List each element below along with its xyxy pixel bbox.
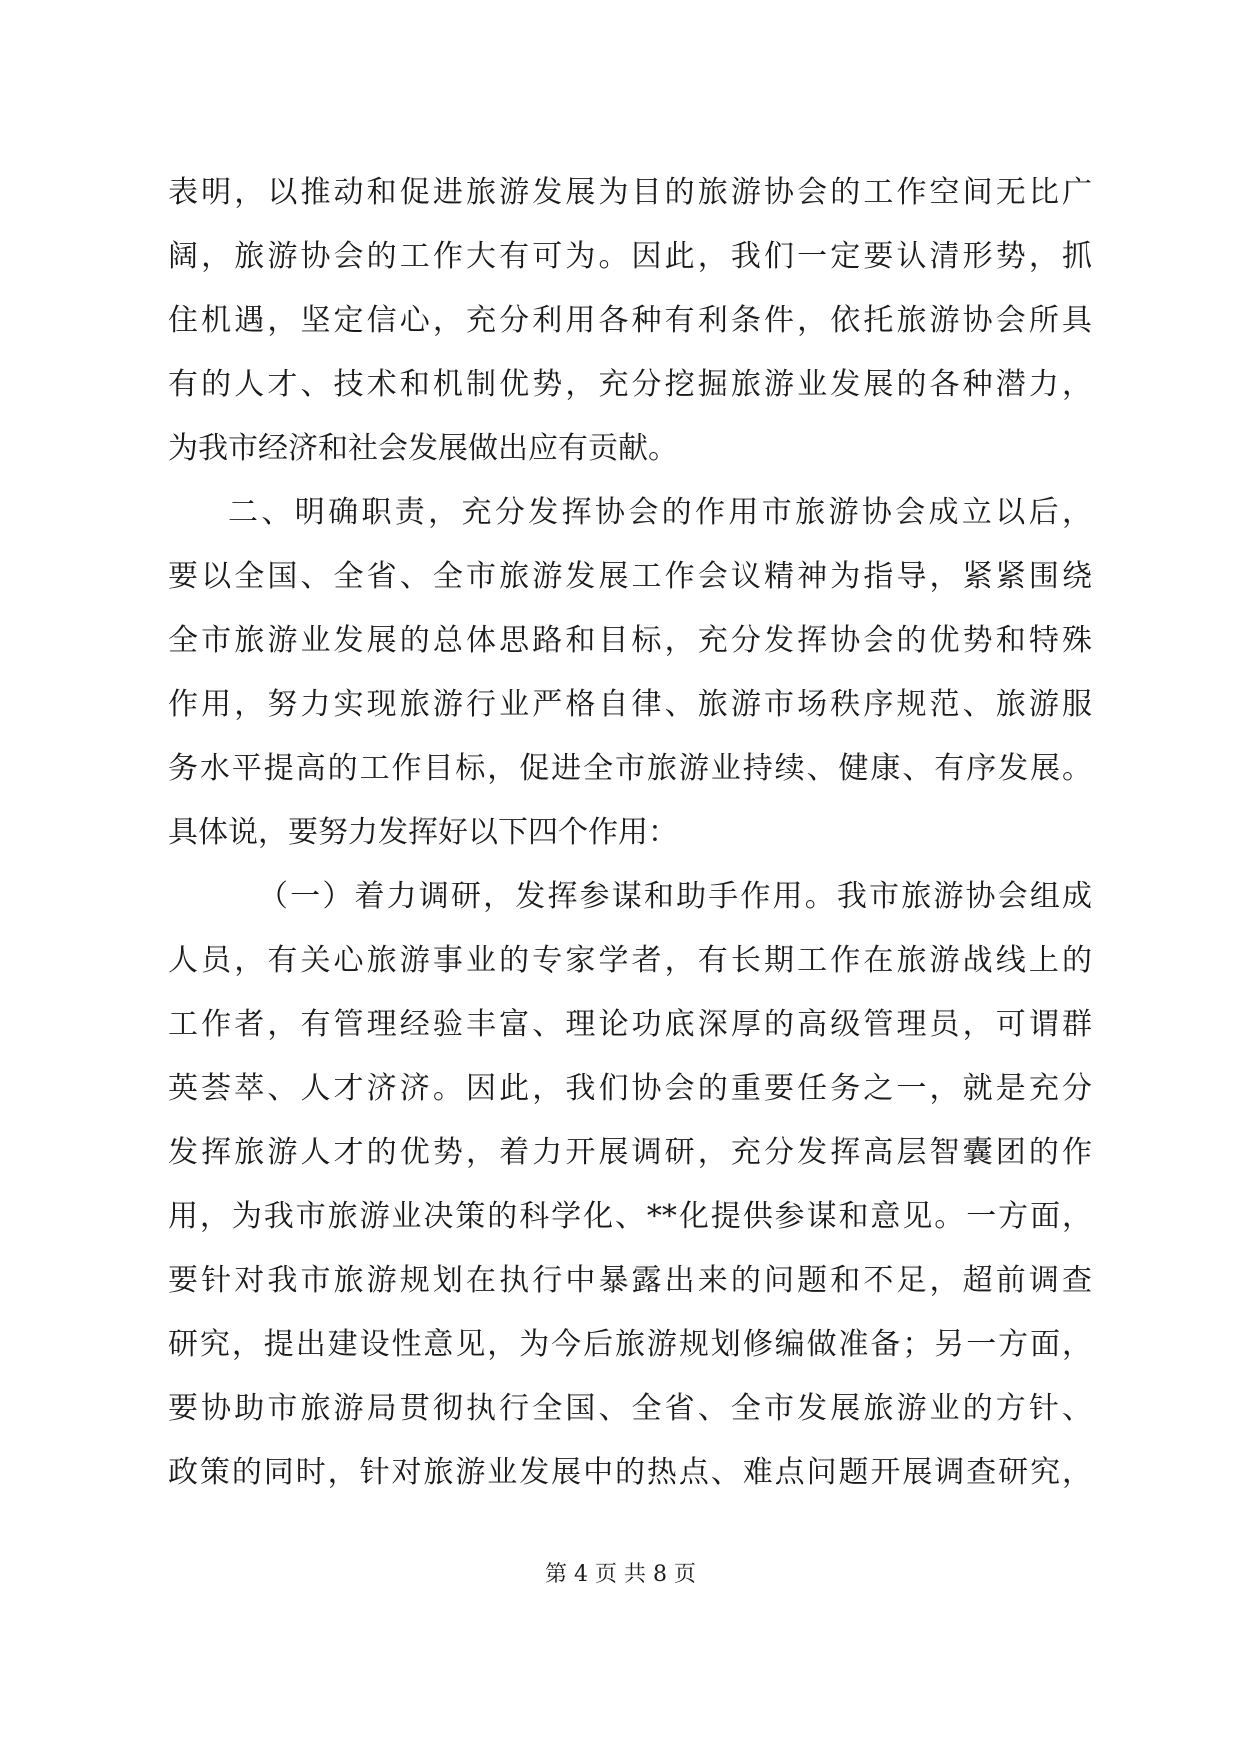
text-line: 要针对我市旅游规划在执行中暴露出来的问题和不足，超前调查 [168,1263,1092,1298]
text-line: 有的人才、技术和机制优势，充分挖掘旅游业发展的各种潜力， [168,367,1092,402]
text-line: 研究，提出建设性意见，为今后旅游规划修编做准备；另一方面， [168,1327,1092,1362]
paragraph-heading-line: 二、明确职责，充分发挥协会的作用市旅游协会成立以后， [228,495,1092,530]
text-line: 阔，旅游协会的工作大有可为。因此，我们一定要认清形势，抓 [168,239,1092,274]
text-line: 英荟萃、人才济济。因此，我们协会的重要任务之一，就是充分 [168,1071,1092,1106]
text-line: 工作者，有管理经验丰富、理论功底深厚的高级管理员，可谓群 [168,1007,1092,1042]
text-line: 作用，努力实现旅游行业严格自律、旅游市场秩序规范、旅游服 [168,687,1092,722]
text-line: 要协助市旅游局贯彻执行全国、全省、全市发展旅游业的方针、 [168,1391,1092,1426]
text-line: 全市旅游业发展的总体思路和目标，充分发挥协会的优势和特殊 [168,623,1092,658]
document-body [168,161,1092,1505]
text-line: 住机遇，坚定信心，充分利用各种有利条件，依托旅游协会所具 [168,303,1092,338]
text-line: 用，为我市旅游业决策的科学化、**化提供参谋和意见。一方面， [168,1199,1092,1234]
text-line: 人员，有关心旅游事业的专家学者，有长期工作在旅游战线上的 [168,943,1092,978]
text-line: 表明，以推动和促进旅游发展为目的旅游协会的工作空间无比广 [168,175,1092,210]
text-line: 发挥旅游人才的优势，着力开展调研，充分发挥高层智囊团的作 [168,1135,1092,1170]
text-line: 具体说，要努力发挥好以下四个作用： [168,815,678,850]
text-line: 为我市经济和社会发展做出应有贡献。 [168,431,678,466]
text-line: 要以全国、全省、全市旅游发展工作会议精神为指导，紧紧围绕 [168,559,1092,594]
text-line: 政策的同时，针对旅游业发展中的热点、难点问题开展调查研究， [168,1455,1092,1490]
text-line: 务水平提高的工作目标，促进全市旅游业持续、健康、有序发展。 [168,751,1092,786]
page-number-footer: 第 4 页 共 8 页 [545,1562,696,1587]
subsection-heading-line: （一）着力调研，发挥参谋和助手作用。我市旅游协会组成 [258,879,1092,914]
